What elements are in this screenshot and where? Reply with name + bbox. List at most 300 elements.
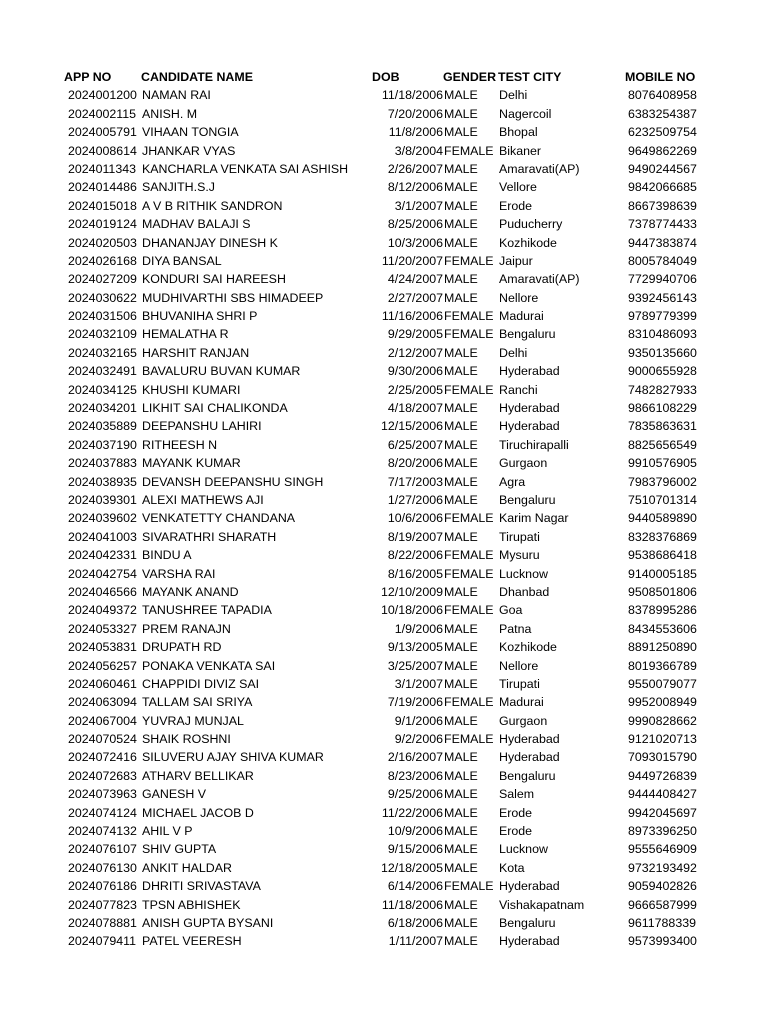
cell-mobile-no: 9649862269 xyxy=(628,143,697,158)
cell-test-city: Ranchi xyxy=(499,382,538,397)
cell-gender: FEMALE xyxy=(444,309,494,324)
cell-mobile-no: 9449726839 xyxy=(628,768,697,783)
cell-test-city: Hyderabad xyxy=(499,750,560,765)
table-row xyxy=(0,748,768,766)
cell-app-no: 2024067004 xyxy=(68,713,137,728)
cell-app-no: 2024039301 xyxy=(68,492,137,507)
cell-test-city: Hyderabad xyxy=(499,364,560,379)
cell-gender: MALE xyxy=(444,345,478,360)
cell-gender: MALE xyxy=(444,750,478,765)
cell-dob: 6/18/2006 xyxy=(387,915,443,930)
cell-app-no: 2024042754 xyxy=(68,566,137,581)
cell-app-no: 2024030622 xyxy=(68,290,137,305)
cell-app-no: 2024001200 xyxy=(68,88,137,103)
cell-dob: 12/18/2005 xyxy=(380,860,443,875)
table-row xyxy=(0,509,768,527)
cell-mobile-no: 9059402826 xyxy=(628,879,697,894)
cell-candidate-name: DEVANSH DEEPANSHU SINGH xyxy=(142,474,324,489)
table-row xyxy=(0,565,768,583)
cell-dob: 2/25/2005 xyxy=(387,382,443,397)
cell-mobile-no: 9842066685 xyxy=(628,180,697,195)
table-row xyxy=(0,123,768,141)
cell-candidate-name: ALEXI MATHEWS AJI xyxy=(142,492,264,507)
header-candidate-name: CANDIDATE NAME xyxy=(141,70,253,84)
cell-test-city: Bhopal xyxy=(499,125,538,140)
cell-test-city: Kota xyxy=(499,860,525,875)
cell-mobile-no: 9550079077 xyxy=(628,676,697,691)
table-row xyxy=(0,877,768,895)
cell-mobile-no: 9440589890 xyxy=(628,511,697,526)
cell-dob: 3/1/2007 xyxy=(394,198,443,213)
cell-mobile-no: 8328376869 xyxy=(628,529,697,544)
table-row xyxy=(0,601,768,619)
cell-candidate-name: SHAIK ROSHNI xyxy=(142,732,231,747)
table-row xyxy=(0,546,768,564)
cell-gender: MALE xyxy=(444,419,478,434)
cell-test-city: Hyderabad xyxy=(499,879,560,894)
cell-gender: MALE xyxy=(444,768,478,783)
cell-test-city: Puducherry xyxy=(499,217,563,232)
header-dob: DOB xyxy=(372,70,400,84)
cell-candidate-name: RITHEESH N xyxy=(142,437,218,452)
table-row xyxy=(0,620,768,638)
cell-dob: 7/17/2003 xyxy=(387,474,443,489)
cell-app-no: 2024035889 xyxy=(68,419,137,434)
cell-gender: MALE xyxy=(444,456,478,471)
cell-candidate-name: DHRITI SRIVASTAVA xyxy=(142,879,261,894)
cell-candidate-name: SHIV GUPTA xyxy=(142,842,217,857)
header-test-city: TEST CITY xyxy=(498,70,562,84)
cell-dob: 4/18/2007 xyxy=(387,401,443,416)
cell-candidate-name: VARSHA RAI xyxy=(142,566,216,581)
cell-dob: 6/14/2006 xyxy=(387,879,443,894)
cell-gender: FEMALE xyxy=(444,382,494,397)
cell-app-no: 2024078881 xyxy=(68,915,137,930)
table-row xyxy=(0,436,768,454)
cell-app-no: 2024063094 xyxy=(68,695,137,710)
table-header-row xyxy=(0,68,768,86)
table-row xyxy=(0,491,768,509)
cell-test-city: Bengaluru xyxy=(499,327,556,342)
header-mobile-no: MOBILE NO xyxy=(625,70,696,84)
cell-mobile-no: 8378995286 xyxy=(628,603,697,618)
cell-test-city: Vishakapatnam xyxy=(499,897,585,912)
cell-app-no: 2024073963 xyxy=(68,787,137,802)
cell-test-city: Erode xyxy=(499,805,533,820)
cell-test-city: Agra xyxy=(499,474,526,489)
cell-dob: 1/9/2006 xyxy=(394,621,443,636)
table-row xyxy=(0,381,768,399)
cell-mobile-no: 9666587999 xyxy=(628,897,697,912)
cell-gender: MALE xyxy=(444,437,478,452)
table-row xyxy=(0,234,768,252)
table-row xyxy=(0,730,768,748)
cell-mobile-no: 9990828662 xyxy=(628,713,697,728)
table-row xyxy=(0,344,768,362)
cell-gender: FEMALE xyxy=(444,879,494,894)
cell-dob: 8/25/2006 xyxy=(387,217,443,232)
cell-candidate-name: VENKATETTY CHANDANA xyxy=(142,511,296,526)
table-row xyxy=(0,712,768,730)
cell-mobile-no: 9490244567 xyxy=(628,161,697,176)
cell-gender: FEMALE xyxy=(444,253,494,268)
cell-mobile-no: 9942045697 xyxy=(628,805,697,820)
table-row xyxy=(0,270,768,288)
cell-dob: 8/23/2006 xyxy=(387,768,443,783)
cell-gender: MALE xyxy=(444,676,478,691)
cell-app-no: 2024020503 xyxy=(68,235,137,250)
cell-mobile-no: 7729940706 xyxy=(628,272,697,287)
table-body xyxy=(0,86,768,950)
cell-gender: MALE xyxy=(444,401,478,416)
cell-app-no: 2024032491 xyxy=(68,364,137,379)
cell-test-city: Nagercoil xyxy=(499,106,552,121)
header-app-no: APP NO xyxy=(64,70,112,84)
cell-candidate-name: GANESH V xyxy=(142,787,207,802)
cell-app-no: 2024046566 xyxy=(68,584,137,599)
cell-dob: 11/22/2006 xyxy=(381,805,443,820)
cell-test-city: Erode xyxy=(499,824,533,839)
cell-candidate-name: MUDHIVARTHI SBS HIMADEEP xyxy=(142,290,324,305)
cell-test-city: Gurgaon xyxy=(499,456,548,471)
table-row xyxy=(0,362,768,380)
cell-dob: 3/25/2007 xyxy=(387,658,443,673)
cell-gender: MALE xyxy=(444,915,478,930)
table-row xyxy=(0,252,768,270)
cell-gender: MALE xyxy=(444,658,478,673)
cell-app-no: 2024039602 xyxy=(68,511,137,526)
cell-dob: 1/11/2007 xyxy=(388,934,443,949)
cell-mobile-no: 9350135660 xyxy=(628,345,697,360)
cell-app-no: 2024041003 xyxy=(68,529,137,544)
cell-candidate-name: PATEL VEERESH xyxy=(142,934,242,949)
cell-app-no: 2024077823 xyxy=(68,897,137,912)
cell-test-city: Jaipur xyxy=(499,253,533,268)
cell-dob: 1/27/2006 xyxy=(387,492,443,507)
table-row xyxy=(0,178,768,196)
cell-test-city: Goa xyxy=(499,603,523,618)
cell-candidate-name: PREM RANAJN xyxy=(142,621,231,636)
cell-test-city: Tiruchirapalli xyxy=(499,437,569,452)
cell-app-no: 2024079411 xyxy=(68,934,136,949)
cell-dob: 7/19/2006 xyxy=(387,695,443,710)
cell-candidate-name: KHUSHI KUMARI xyxy=(142,382,241,397)
cell-mobile-no: 9952008949 xyxy=(628,695,697,710)
cell-app-no: 2024015018 xyxy=(68,198,137,213)
cell-mobile-no: 9508501806 xyxy=(628,584,697,599)
cell-mobile-no: 8076408958 xyxy=(628,88,697,103)
cell-test-city: Patna xyxy=(499,621,532,636)
cell-candidate-name: BAVALURU BUVAN KUMAR xyxy=(142,364,301,379)
cell-test-city: Amaravati(AP) xyxy=(499,161,580,176)
cell-candidate-name: SANJITH.S.J xyxy=(142,180,215,195)
cell-mobile-no: 9538686418 xyxy=(628,548,697,563)
cell-gender: MALE xyxy=(444,217,478,232)
cell-app-no: 2024026168 xyxy=(68,253,137,268)
cell-mobile-no: 7835863631 xyxy=(628,419,697,434)
cell-dob: 8/19/2007 xyxy=(387,529,443,544)
table-row xyxy=(0,583,768,601)
cell-dob: 9/1/2006 xyxy=(394,713,443,728)
cell-candidate-name: AHIL V P xyxy=(142,824,193,839)
cell-dob: 9/29/2005 xyxy=(387,327,443,342)
table-row xyxy=(0,197,768,215)
table-row xyxy=(0,307,768,325)
cell-dob: 9/13/2005 xyxy=(387,640,443,655)
cell-mobile-no: 9447383874 xyxy=(628,235,697,250)
cell-dob: 2/26/2007 xyxy=(387,161,443,176)
cell-mobile-no: 8434553606 xyxy=(628,621,697,636)
cell-dob: 7/20/2006 xyxy=(387,106,443,121)
cell-candidate-name: MICHAEL JACOB D xyxy=(142,805,254,820)
cell-candidate-name: VIHAAN TONGIA xyxy=(142,125,239,140)
table-row xyxy=(0,914,768,932)
cell-app-no: 2024072416 xyxy=(68,750,137,765)
cell-test-city: Tirupati xyxy=(499,529,540,544)
cell-test-city: Madurai xyxy=(499,695,544,710)
cell-candidate-name: TANUSHREE TAPADIA xyxy=(142,603,272,618)
cell-dob: 8/16/2005 xyxy=(387,566,443,581)
cell-dob: 8/20/2006 xyxy=(387,456,443,471)
cell-test-city: Lucknow xyxy=(499,566,548,581)
cell-candidate-name: CHAPPIDI DIVIZ SAI xyxy=(142,676,260,691)
table-row xyxy=(0,160,768,178)
table-row xyxy=(0,325,768,343)
cell-app-no: 2024056257 xyxy=(68,658,137,673)
cell-candidate-name: ANISH GUPTA BYSANI xyxy=(142,915,274,930)
cell-app-no: 2024076186 xyxy=(68,879,137,894)
cell-test-city: Lucknow xyxy=(499,842,548,857)
cell-candidate-name: TPSN ABHISHEK xyxy=(142,897,241,912)
cell-test-city: Hyderabad xyxy=(499,419,560,434)
cell-app-no: 2024060461 xyxy=(68,676,137,691)
cell-app-no: 2024037883 xyxy=(68,456,137,471)
table-row xyxy=(0,785,768,803)
cell-gender: MALE xyxy=(444,235,478,250)
cell-mobile-no: 8825656549 xyxy=(628,437,697,452)
cell-gender: MALE xyxy=(444,529,478,544)
cell-candidate-name: SILUVERU AJAY SHIVA KUMAR xyxy=(142,750,324,765)
cell-dob: 8/12/2006 xyxy=(387,180,443,195)
table-row xyxy=(0,840,768,858)
cell-test-city: Mysuru xyxy=(499,548,540,563)
table-row xyxy=(0,932,768,950)
cell-app-no: 2024031506 xyxy=(68,309,137,324)
cell-app-no: 2024076107 xyxy=(68,842,137,857)
cell-app-no: 2024049372 xyxy=(68,603,137,618)
cell-candidate-name: DHANANJAY DINESH K xyxy=(142,235,278,250)
cell-dob: 6/25/2007 xyxy=(387,437,443,452)
cell-test-city: Bikaner xyxy=(499,143,542,158)
cell-gender: MALE xyxy=(444,824,478,839)
cell-mobile-no: 8891250890 xyxy=(628,640,697,655)
cell-dob: 4/24/2007 xyxy=(387,272,443,287)
cell-candidate-name: ATHARV BELLIKAR xyxy=(142,768,254,783)
cell-gender: MALE xyxy=(444,180,478,195)
cell-app-no: 2024034201 xyxy=(68,401,137,416)
table-row xyxy=(0,289,768,307)
cell-test-city: Dhanbad xyxy=(499,584,550,599)
cell-test-city: Hyderabad xyxy=(499,401,560,416)
cell-candidate-name: NAMAN RAI xyxy=(142,88,211,103)
cell-app-no: 2024053831 xyxy=(68,640,137,655)
cell-mobile-no: 9140005185 xyxy=(628,566,697,581)
cell-test-city: Karim Nagar xyxy=(499,511,569,526)
cell-app-no: 2024002115 xyxy=(68,106,136,121)
cell-mobile-no: 7093015790 xyxy=(628,750,697,765)
cell-candidate-name: A V B RITHIK SANDRON xyxy=(142,198,283,213)
cell-mobile-no: 7510701314 xyxy=(628,492,697,507)
cell-app-no: 2024038935 xyxy=(68,474,137,489)
cell-candidate-name: HEMALATHA R xyxy=(142,327,229,342)
cell-gender: FEMALE xyxy=(444,327,494,342)
table-row xyxy=(0,86,768,104)
cell-dob: 3/1/2007 xyxy=(394,676,443,691)
cell-candidate-name: PONAKA VENKATA SAI xyxy=(142,658,276,673)
cell-dob: 8/22/2006 xyxy=(387,548,443,563)
cell-gender: MALE xyxy=(444,897,478,912)
cell-gender: MALE xyxy=(444,492,478,507)
cell-gender: FEMALE xyxy=(444,695,494,710)
cell-gender: MALE xyxy=(444,474,478,489)
cell-mobile-no: 9444408427 xyxy=(628,787,697,802)
cell-test-city: Bengaluru xyxy=(499,492,556,507)
cell-dob: 9/30/2006 xyxy=(387,364,443,379)
cell-dob: 9/15/2006 xyxy=(387,842,443,857)
cell-app-no: 2024074132 xyxy=(68,824,137,839)
cell-mobile-no: 8019366789 xyxy=(628,658,697,673)
cell-mobile-no: 8973396250 xyxy=(628,824,697,839)
cell-test-city: Kozhikode xyxy=(499,640,557,655)
table-row xyxy=(0,693,768,711)
cell-candidate-name: DRUPATH RD xyxy=(142,640,222,655)
cell-candidate-name: MADHAV BALAJI S xyxy=(142,217,251,232)
cell-gender: MALE xyxy=(444,621,478,636)
cell-gender: FEMALE xyxy=(444,548,494,563)
cell-dob: 10/6/2006 xyxy=(387,511,443,526)
cell-app-no: 2024032165 xyxy=(68,345,137,360)
cell-app-no: 2024032109 xyxy=(68,327,137,342)
cell-gender: MALE xyxy=(444,934,478,949)
cell-candidate-name: HARSHIT RANJAN xyxy=(142,345,250,360)
cell-dob: 11/18/2006 xyxy=(381,897,443,912)
cell-test-city: Erode xyxy=(499,198,533,213)
cell-gender: MALE xyxy=(444,125,478,140)
cell-test-city: Amaravati(AP) xyxy=(499,272,580,287)
cell-gender: MALE xyxy=(444,805,478,820)
table-row xyxy=(0,767,768,785)
cell-candidate-name: DEEPANSHU LAHIRI xyxy=(142,419,262,434)
cell-mobile-no: 9555646909 xyxy=(628,842,697,857)
table-row xyxy=(0,657,768,675)
cell-dob: 10/18/2006 xyxy=(380,603,443,618)
cell-candidate-name: ANISH. M xyxy=(142,106,198,121)
cell-app-no: 2024034125 xyxy=(68,382,137,397)
cell-gender: MALE xyxy=(444,290,478,305)
cell-mobile-no: 9121020713 xyxy=(628,732,697,747)
table-row xyxy=(0,859,768,877)
cell-candidate-name: YUVRAJ MUNJAL xyxy=(142,713,244,728)
cell-mobile-no: 9732193492 xyxy=(628,860,697,875)
cell-mobile-no: 8310486093 xyxy=(628,327,697,342)
cell-gender: MALE xyxy=(444,106,478,121)
cell-test-city: Hyderabad xyxy=(499,934,560,949)
cell-candidate-name: SIVARATHRI SHARATH xyxy=(142,529,277,544)
cell-test-city: Salem xyxy=(499,787,535,802)
cell-dob: 11/20/2007 xyxy=(381,253,443,268)
cell-mobile-no: 9392456143 xyxy=(628,290,697,305)
cell-dob: 9/25/2006 xyxy=(387,787,443,802)
cell-app-no: 2024072683 xyxy=(68,768,137,783)
cell-mobile-no: 7378774433 xyxy=(628,217,697,232)
table-row xyxy=(0,896,768,914)
table-row xyxy=(0,528,768,546)
table-row xyxy=(0,454,768,472)
cell-candidate-name: KONDURI SAI HAREESH xyxy=(142,272,286,287)
cell-app-no: 2024008614 xyxy=(68,143,137,158)
cell-dob: 11/18/2006 xyxy=(381,88,443,103)
table-row xyxy=(0,675,768,693)
cell-gender: FEMALE xyxy=(444,566,494,581)
cell-test-city: Kozhikode xyxy=(499,235,557,250)
table-row xyxy=(0,215,768,233)
cell-gender: FEMALE xyxy=(444,603,494,618)
cell-mobile-no: 9573993400 xyxy=(628,934,697,949)
cell-app-no: 2024037190 xyxy=(68,437,137,452)
cell-gender: MALE xyxy=(444,88,478,103)
cell-gender: MALE xyxy=(444,161,478,176)
cell-mobile-no: 9000655928 xyxy=(628,364,697,379)
cell-app-no: 2024011343 xyxy=(68,161,136,176)
cell-dob: 3/8/2004 xyxy=(394,143,443,158)
cell-dob: 11/8/2006 xyxy=(388,125,443,140)
cell-candidate-name: TALLAM SAI SRIYA xyxy=(142,695,253,710)
cell-gender: MALE xyxy=(444,860,478,875)
cell-dob: 11/16/2006 xyxy=(381,309,443,324)
cell-app-no: 2024027209 xyxy=(68,272,137,287)
cell-app-no: 2024042331 xyxy=(68,548,137,563)
cell-test-city: Delhi xyxy=(499,345,528,360)
cell-test-city: Delhi xyxy=(499,88,528,103)
table-row xyxy=(0,399,768,417)
cell-app-no: 2024070524 xyxy=(68,732,137,747)
cell-test-city: Bengaluru xyxy=(499,768,556,783)
cell-dob: 2/27/2007 xyxy=(387,290,443,305)
cell-mobile-no: 9789779399 xyxy=(628,309,697,324)
cell-dob: 9/2/2006 xyxy=(394,732,443,747)
cell-app-no: 2024019124 xyxy=(68,217,137,232)
table-row xyxy=(0,822,768,840)
cell-dob: 12/15/2006 xyxy=(380,419,443,434)
cell-candidate-name: MAYANK ANAND xyxy=(142,584,239,599)
cell-mobile-no: 6383254387 xyxy=(628,106,697,121)
table-row xyxy=(0,473,768,491)
candidate-table xyxy=(0,68,768,951)
cell-gender: MALE xyxy=(444,364,478,379)
cell-gender: MALE xyxy=(444,640,478,655)
cell-app-no: 2024014486 xyxy=(68,180,137,195)
cell-gender: MALE xyxy=(444,713,478,728)
cell-gender: MALE xyxy=(444,842,478,857)
cell-test-city: Gurgaon xyxy=(499,713,548,728)
cell-candidate-name: ANKIT HALDAR xyxy=(142,860,232,875)
cell-candidate-name: BINDU A xyxy=(142,548,192,563)
cell-test-city: Nellore xyxy=(499,290,539,305)
cell-mobile-no: 8667398639 xyxy=(628,198,697,213)
cell-gender: FEMALE xyxy=(444,511,494,526)
cell-dob: 12/10/2009 xyxy=(380,584,443,599)
cell-candidate-name: MAYANK KUMAR xyxy=(142,456,241,471)
